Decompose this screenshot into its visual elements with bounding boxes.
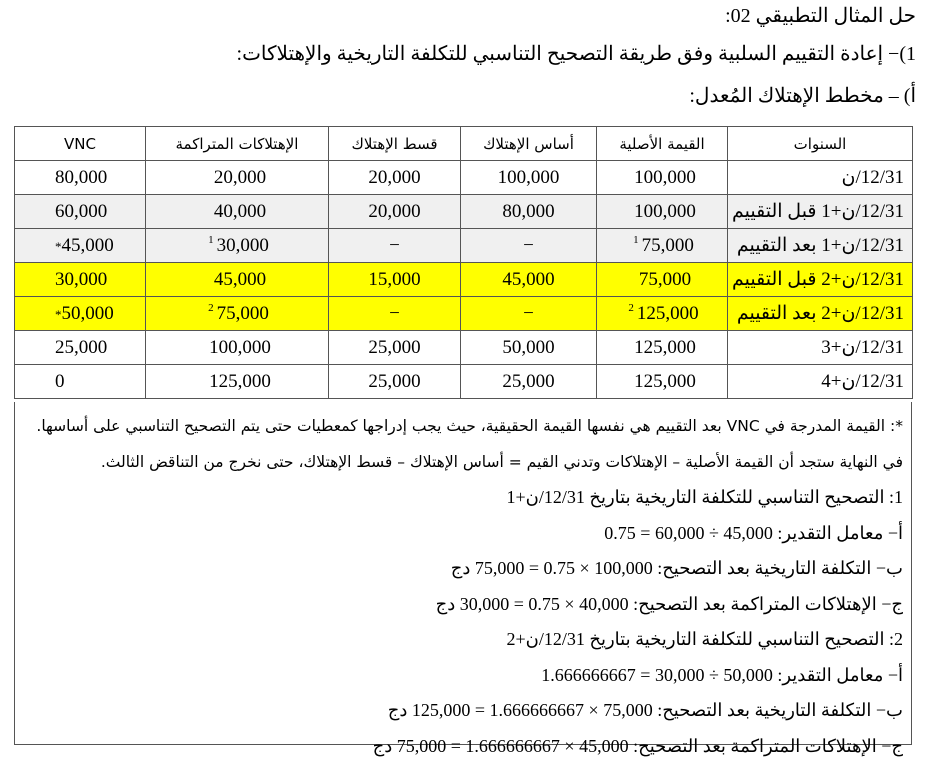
- table-row: [15, 195, 913, 229]
- header-original-value: القيمة الأصلية: [597, 127, 728, 161]
- cell-installment: [329, 297, 461, 331]
- cell-depreciation-base: [461, 365, 597, 399]
- cell-accumulated-value: 125,000: [209, 371, 271, 392]
- section-heading: 1)− إعادة التقييم السلبية وفق طريقة التصحيح التناسبي للتكلفة التاريخية والإهتلاكات:: [236, 43, 916, 65]
- cell-depreciation-base: [461, 229, 597, 263]
- cell-vnc: [15, 161, 146, 195]
- cell-accumulated: [146, 229, 329, 263]
- footnote-marker: 1: [208, 234, 214, 246]
- cell-installment: [329, 331, 461, 365]
- cell-year-value: 12/31/ن+3: [821, 337, 904, 358]
- cell-accumulated-value: 30,000: [216, 235, 269, 256]
- cell-accumulated-value: 75,000: [216, 303, 269, 324]
- table-header-row: [15, 127, 913, 161]
- cell-depreciation-base: [461, 297, 597, 331]
- depreciation-table: [14, 126, 913, 399]
- cell-vnc: [15, 365, 146, 399]
- cell-original-value: [597, 365, 728, 399]
- header-accumulated: الإهتلاكات المتراكمة: [146, 127, 329, 161]
- cell-vnc: [15, 195, 146, 229]
- cell-original-value-value: 125,000: [634, 337, 696, 358]
- cell-year-value: 12/31/ن: [841, 167, 904, 188]
- cell-year: [728, 365, 913, 399]
- cell-depreciation-base-value: −: [523, 234, 534, 256]
- subsection-heading: أ) – مخطط الإهتلاك المُعدل:: [689, 85, 916, 107]
- cell-original-value: [597, 229, 728, 263]
- cell-year: [728, 331, 913, 365]
- cell-vnc-value: 45,000: [61, 234, 114, 256]
- note-star: *: القيمة المدرجة في VNC بعد التقييم هي نفسها القيمة الحقيقية، حيث يجب إدراجها كمعطيات حتى يتم التصحيح التناسبي على أساسها.: [36, 417, 903, 435]
- cell-depreciation-base: [461, 331, 597, 365]
- cell-installment-value: −: [389, 234, 400, 256]
- cell-installment: [329, 263, 461, 297]
- cell-year-value: 12/31/ن+2 بعد التقييم: [736, 303, 904, 324]
- cell-original-value-value: 125,000: [636, 303, 699, 324]
- cell-year-value: 12/31/ن+1 قبل التقييم: [732, 201, 904, 222]
- note-step1-b: ب− التكلفة التاريخية بعد التصحيح: 100,000 × 0.75 = 75,000 دج: [450, 558, 903, 578]
- cell-depreciation-base-value: 100,000: [497, 166, 560, 188]
- cell-original-value: [597, 195, 728, 229]
- note-step2-b: ب− التكلفة التاريخية بعد التصحيح: 75,000 × 1.666666667 = 125,000 دج: [387, 700, 903, 720]
- cell-year-value: 12/31/ن+1 بعد التقييم: [736, 235, 904, 256]
- cell-year: [728, 263, 913, 297]
- cell-original-value-value: 100,000: [634, 201, 696, 222]
- footnote-marker: 2: [208, 302, 214, 314]
- cell-accumulated-value: 40,000: [213, 201, 267, 222]
- cell-installment-value: −: [389, 302, 400, 324]
- cell-depreciation-base-value: 45,000: [502, 268, 555, 290]
- cell-accumulated: [146, 161, 329, 195]
- cell-installment: [329, 195, 461, 229]
- table-row: [15, 263, 913, 297]
- cell-installment: [329, 229, 461, 263]
- header-years: السنوات: [728, 127, 913, 161]
- cell-installment: [329, 161, 461, 195]
- cell-depreciation-base: [461, 161, 597, 195]
- footnote-marker: 2: [628, 302, 634, 314]
- cell-vnc: [15, 263, 146, 297]
- cell-year-value: 12/31/ن+4: [821, 371, 904, 392]
- cell-depreciation-base: [461, 195, 597, 229]
- note-step1-title: 1: التصحيح التناسبي للتكلفة التاريخية بتاريخ 12/31/ن+1: [506, 487, 903, 507]
- note-step2-title: 2: التصحيح التناسبي للتكلفة التاريخية بتاريخ 12/31/ن+2: [506, 629, 903, 649]
- cell-accumulated-value: 100,000: [209, 337, 271, 358]
- cell-year: [728, 229, 913, 263]
- cell-vnc: [15, 331, 146, 365]
- cell-original-value-value: 75,000: [638, 269, 692, 290]
- cell-vnc-value: 60,000: [55, 200, 108, 222]
- cell-depreciation-base-value: 50,000: [502, 336, 555, 358]
- cell-accumulated: [146, 195, 329, 229]
- cell-year: [728, 161, 913, 195]
- cell-vnc: [15, 229, 146, 263]
- cell-accumulated: [146, 263, 329, 297]
- table-row: [15, 365, 913, 399]
- cell-accumulated: [146, 297, 329, 331]
- cell-original-value-value: 125,000: [634, 371, 696, 392]
- footnote-marker: 1: [633, 234, 639, 246]
- cell-depreciation-base: [461, 263, 597, 297]
- cell-accumulated: [146, 331, 329, 365]
- header-installment: قسط الإهتلاك: [329, 127, 461, 161]
- cell-depreciation-base-value: 25,000: [502, 370, 555, 392]
- cell-vnc-value: 50,000: [61, 302, 114, 324]
- cell-installment: [329, 365, 461, 399]
- table-row: [15, 161, 913, 195]
- cell-vnc-value: 0: [55, 370, 65, 392]
- note-conclusion: في النهاية ستجد أن القيمة الأصلية – الإهتلاكات وتدني القيم = أساس الإهتلاك – قسط الإهتلاك، حتى نخرج من التناقض الثالث.: [100, 453, 903, 471]
- cell-accumulated: [146, 365, 329, 399]
- asterisk-mark: *: [55, 238, 62, 254]
- cell-accumulated-value: 20,000: [213, 167, 267, 188]
- cell-depreciation-base-value: 80,000: [502, 200, 555, 222]
- cell-depreciation-base-value: −: [523, 302, 534, 324]
- cell-original-value: [597, 161, 728, 195]
- note-step2-a: أ− معامل التقدير: 50,000 ÷ 30,000 = 1.666666667: [541, 664, 903, 685]
- cell-accumulated-value: 45,000: [213, 269, 267, 290]
- table-row: [15, 229, 913, 263]
- header-vnc: VNC: [15, 127, 146, 161]
- cell-vnc-value: 25,000: [55, 336, 108, 358]
- cell-original-value: [597, 331, 728, 365]
- cell-installment-value: 20,000: [368, 166, 421, 188]
- notes-box: [14, 402, 912, 756]
- cell-year: [728, 297, 913, 331]
- cell-vnc-value: 30,000: [55, 268, 108, 290]
- cell-installment-value: 25,000: [368, 336, 421, 358]
- asterisk-mark: *: [55, 306, 62, 322]
- table-row: [15, 331, 913, 365]
- cell-installment-value: 15,000: [368, 268, 421, 290]
- cell-installment-value: 25,000: [368, 370, 421, 392]
- note-step1-a: أ− معامل التقدير: 45,000 ÷ 60,000 = 0.75: [604, 522, 903, 543]
- note-step2-c: ج− الإهتلاكات المتراكمة بعد التصحيح: 45,000 × 1.666666667 = 75,000 دج: [372, 735, 903, 756]
- cell-original-value-value: 75,000: [641, 235, 694, 256]
- cell-original-value: [597, 297, 728, 331]
- cell-vnc-value: 80,000: [55, 166, 108, 188]
- cell-year-value: 12/31/ن+2 قبل التقييم: [732, 269, 904, 290]
- cell-original-value: [597, 263, 728, 297]
- note-step1-c: ج− الإهتلاكات المتراكمة بعد التصحيح: 40,000 × 0.75 = 30,000 دج: [435, 593, 903, 614]
- cell-installment-value: 20,000: [368, 200, 421, 222]
- table-row: [15, 297, 913, 331]
- header-depreciation-base: أساس الإهتلاك: [461, 127, 597, 161]
- page-title: حل المثال التطبيقي 02:: [725, 5, 916, 27]
- cell-vnc: [15, 297, 146, 331]
- cell-original-value-value: 100,000: [634, 167, 696, 188]
- cell-year: [728, 195, 913, 229]
